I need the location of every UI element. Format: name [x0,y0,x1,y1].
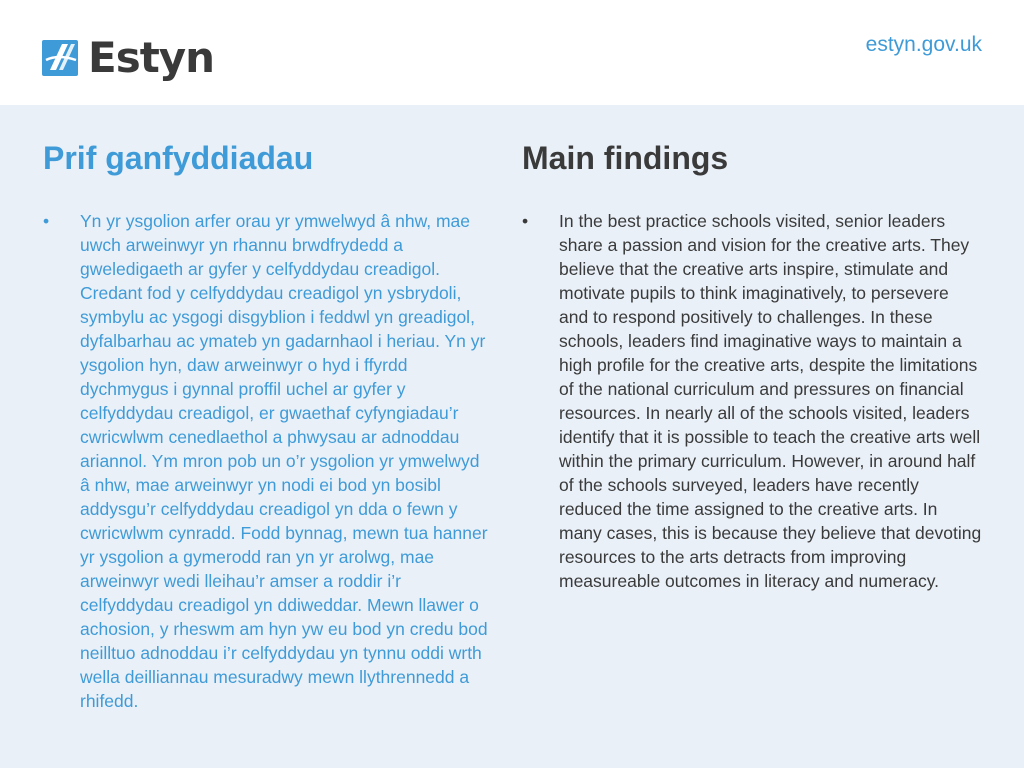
english-column [522,138,982,593]
logo-wordmark: Estyn [88,33,215,82]
page-header [0,0,1024,105]
bullet-icon: • [522,211,529,231]
welsh-finding-text: Yn yr ysgolion arfer orau yr ymwelwyd â nhw, mae uwch arweinwyr yn rhannu brwdfrydedd a gweledigaeth ar gyfer y celfyddydau creadigol. Credant fod y celfyddydau creadigol yn ysbrydoli, symbylu ac ysgogi disgyblion i feddwl yn greadigol, dyfalbarhau ac ymateb yn gadarnhaol i heriau. Yn yr ysgolion hyn, daw arweinwyr o hyd i ffyrdd dychmygus i gynnal proffil uchel ar gyfer y celfyddydau creadigol, er gwaethaf cyfyngiadau’r cwricwlwm cenedlaethol a phwysau ar adnoddau ariannol. Ym mron pob un o’r ysgolion yr ymwelwyd â nhw, mae arweinwyr yn nodi ei bod yn bosibl addysgu’r celfyddydau creadigol yn dda o fewn y cwricwlwm cynradd. Fodd bynnag, mewn tua hanner yr ysgolion a gymerodd ran yn yr arolwg, mae arweinwyr wedi lleihau’r amser a roddir i’r celfyddydau creadigol yn ddiweddar. Mewn llawer o achosion, y rheswm am hyn yw eu bod yn credu bod neilltuo adnoddau i’r celfyddydau yn tynnu oddi wrth wella deilliannau mesuradwy mewn llythrennedd a rhifedd. [80,211,488,711]
welsh-column [43,138,493,713]
welsh-finding-item [43,209,493,713]
welsh-heading: Prif ganfyddiadau [43,140,314,176]
english-finding-item [522,209,982,593]
site-url-link[interactable]: estyn.gov.uk [865,33,982,56]
estyn-logo[interactable] [42,33,214,83]
estyn-logo-icon [42,40,78,76]
bullet-icon: • [43,211,50,231]
english-heading: Main findings [522,140,729,176]
english-finding-text: In the best practice schools visited, senior leaders share a passion and vision for the creative arts. They believe that the creative arts inspire, stimulate and motivate pupils to think imaginatively, to persevere and to respond positively to challenges. In these schools, leaders find imaginative ways to maintain a high profile for the creative arts, despite the limitations of the national curriculum and pressures on financial resources. In nearly all of the schools visited, leaders identify that it is possible to teach the creative arts well within the primary curriculum. However, in around half of the schools surveyed, leaders have recently reduced the time assigned to the creative arts. In many cases, this is because they believe that devoting resources to the arts detracts from improving measureable outcomes in literacy and numeracy. [559,211,982,591]
